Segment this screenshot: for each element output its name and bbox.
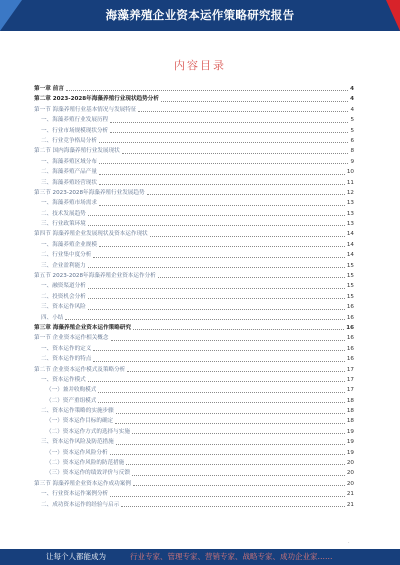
- toc-leader-dots: [126, 463, 345, 465]
- toc-entry-label: 第一节 企业资本运作相关概念: [34, 335, 109, 342]
- toc-entry-page: 10: [346, 169, 354, 176]
- toc-leader-dots: [111, 339, 345, 341]
- toc-entry[interactable]: [34, 437, 354, 447]
- toc-entry-label: （一）兼并收购模式: [46, 387, 97, 394]
- toc-entry-page: 14: [346, 252, 354, 259]
- toc-entry-label: （二）资本运作风险的防范措施: [46, 460, 125, 467]
- toc-entry[interactable]: [34, 261, 354, 271]
- toc-entry[interactable]: [34, 84, 354, 94]
- toc-entry[interactable]: [34, 157, 354, 167]
- toc-entry-page: 14: [346, 231, 354, 238]
- toc-entry-page: 20: [346, 470, 354, 477]
- toc-entry[interactable]: [34, 344, 354, 354]
- toc-entry-page: 4: [350, 85, 354, 92]
- toc-entry-page: 19: [346, 449, 354, 456]
- toc-entry[interactable]: [34, 115, 354, 125]
- toc-entry-label: 二、资本运作的特点: [41, 356, 92, 363]
- toc-entry-label: 三、企业盈利能力: [41, 262, 86, 269]
- toc-entry-label: 第三节 海藻养殖企业资本运作成功案例: [34, 480, 131, 487]
- footer-slogan: 让每个人都能成为: [46, 552, 106, 561]
- toc-entry[interactable]: [34, 375, 354, 385]
- toc-entry-page: 17: [346, 376, 354, 383]
- toc-entry[interactable]: [34, 94, 354, 104]
- toc-entry[interactable]: [34, 427, 354, 437]
- toc-entry[interactable]: [34, 250, 354, 260]
- toc-entry-label: （二）资本运作方式的选择与实施: [46, 428, 130, 435]
- toc-leader-dots: [99, 204, 345, 206]
- toc-leader-dots: [99, 183, 345, 185]
- toc-entry[interactable]: [34, 178, 354, 188]
- toc-entry-label: 二、海藻养殖产品产量: [41, 169, 97, 176]
- toc-entry[interactable]: [34, 302, 354, 312]
- toc-entry[interactable]: [34, 365, 354, 375]
- toc-entry-page: 16: [346, 304, 354, 311]
- toc-entry-label: 一、行业市场规模现状分析: [41, 127, 109, 134]
- toc-leader-dots: [115, 422, 345, 424]
- toc-entry-label: 第三节 2023-2028年海藻养殖行业发展趋势: [34, 189, 145, 196]
- toc-entry-label: 第二章 2023-2028年海藻养殖行业现状趋势分析: [34, 96, 159, 103]
- toc-leader-dots: [88, 214, 345, 216]
- toc-entry-label: （三）资本运作的绩效评价与反馈: [46, 470, 130, 477]
- toc-entry[interactable]: [34, 229, 354, 239]
- toc-entry-page: 18: [346, 397, 354, 404]
- toc-leader-dots: [133, 328, 344, 330]
- toc-leader-dots: [133, 484, 345, 486]
- toc-entry-page: 18: [346, 418, 354, 425]
- toc-entry-page: 16: [346, 345, 354, 352]
- toc-entry[interactable]: [34, 354, 354, 364]
- toc-leader-dots: [121, 505, 345, 507]
- toc-entry-page: 16: [346, 324, 354, 331]
- toc-leader-dots: [99, 162, 348, 164]
- toc-entry-page: 9: [350, 158, 354, 165]
- toc-entry-page: 21: [346, 491, 354, 498]
- toc-entry[interactable]: [34, 146, 354, 156]
- toc-entry-page: 11: [346, 179, 354, 186]
- toc-entry[interactable]: [34, 188, 354, 198]
- toc-entry-page: 15: [346, 293, 354, 300]
- toc-entry-page: 13: [346, 200, 354, 207]
- toc-entry-page: 16: [346, 314, 354, 321]
- toc-entry-label: 二、技术发展趋势: [41, 210, 86, 217]
- toc-entry[interactable]: [34, 448, 354, 458]
- toc-entry-page: 17: [346, 366, 354, 373]
- toc-entry[interactable]: [34, 105, 354, 115]
- toc-entry-label: 二、行业集中度分析: [41, 252, 92, 259]
- toc-entry-label: 第四节 海藻养殖企业发展现状及资本运作现状: [34, 231, 148, 238]
- footer-roles: 行业专家、管理专家、营销专家、战略专家、成功企业家……: [130, 552, 333, 561]
- toc-entry-page: 18: [346, 408, 354, 415]
- toc-entry[interactable]: [34, 333, 354, 343]
- toc-entry-label: （一）资本运作目标的确定: [46, 418, 114, 425]
- toc-entry-label: （二）资产重组模式: [46, 397, 97, 404]
- toc-entry[interactable]: [34, 167, 354, 177]
- toc-leader-dots: [110, 121, 348, 123]
- toc-entry[interactable]: [34, 126, 354, 136]
- toc-entry[interactable]: [34, 500, 354, 510]
- toc-entry[interactable]: [34, 209, 354, 219]
- toc-entry[interactable]: [34, 323, 354, 333]
- toc-entry-label: 第一节 海藻养殖行业基本情况与发展特征: [34, 106, 137, 113]
- toc-entry-page: 20: [346, 480, 354, 487]
- toc-entry-page: 15: [346, 262, 354, 269]
- toc-entry-page: 20: [346, 460, 354, 467]
- header-red-corner: [386, 0, 400, 31]
- toc-entry[interactable]: [34, 489, 354, 499]
- toc-entry-page: 8: [350, 148, 354, 155]
- report-title: 海藻养殖企业资本运作策略研究报告: [105, 8, 295, 22]
- toc-entry-page: 4: [350, 106, 354, 113]
- toc-entry-page: 17: [346, 387, 354, 394]
- toc-entry-label: 三、海藻养殖经营现状: [41, 179, 97, 186]
- report-header: [0, 0, 400, 31]
- toc-leader-dots: [93, 360, 345, 362]
- toc-entry[interactable]: [34, 458, 354, 468]
- toc-entry[interactable]: [34, 136, 354, 146]
- toc-leader-dots: [99, 245, 345, 247]
- toc-entry-page: 14: [346, 241, 354, 248]
- toc-entry[interactable]: [34, 396, 354, 406]
- toc-leader-dots: [98, 391, 345, 393]
- toc-entry-page: 21: [346, 501, 354, 508]
- toc-entry-label: 第五节 2023-2028年海藻养殖企业资本运作分析: [34, 273, 156, 280]
- toc-entry-label: 一、资本运作模式: [41, 376, 86, 383]
- toc-entry-page: 6: [350, 137, 354, 144]
- toc-entry-label: 一、海藻养殖区域分布: [41, 158, 97, 165]
- toc-leader-dots: [138, 110, 348, 112]
- toc-leader-dots: [127, 370, 345, 372]
- toc-entry[interactable]: [34, 385, 354, 395]
- toc-entry[interactable]: [34, 479, 354, 489]
- toc-entry-label: 三、行业政策环境: [41, 221, 86, 228]
- toc-entry-page: 4: [350, 96, 354, 103]
- toc-entry-page: 13: [346, 221, 354, 228]
- toc-entry-label: 一、资本运作的定义: [41, 345, 92, 352]
- page-marker: ·: [348, 540, 350, 546]
- toc-entry-page: 19: [346, 428, 354, 435]
- toc-entry[interactable]: [34, 271, 354, 281]
- toc-entry-label: 一、海藻养殖行业发展历程: [41, 117, 109, 124]
- table-of-contents: [34, 84, 354, 510]
- toc-leader-dots: [88, 266, 345, 268]
- toc-leader-dots: [99, 141, 348, 143]
- toc-leader-dots: [147, 193, 345, 195]
- toc-heading: 内容目录: [174, 59, 226, 72]
- toc-entry-page: 13: [346, 210, 354, 217]
- toc-leader-dots: [161, 100, 348, 102]
- toc-entry-label: 三、资本运作风险及防范措施: [41, 439, 114, 446]
- toc-entry[interactable]: [34, 468, 354, 478]
- toc-entry-label: 第二节 企业资本运作模式及策略分析: [34, 366, 126, 373]
- toc-leader-dots: [88, 297, 345, 299]
- toc-entry-page: 16: [346, 356, 354, 363]
- toc-entry-label: 二、成功资本运作的经验与启示: [41, 501, 120, 508]
- toc-entry-page: 19: [346, 439, 354, 446]
- report-footer: [0, 549, 400, 565]
- toc-leader-dots: [65, 318, 344, 320]
- toc-leader-dots: [150, 235, 345, 237]
- toc-leader-dots: [116, 412, 345, 414]
- toc-leader-dots: [158, 276, 345, 278]
- toc-entry-label: 一、行业资本运作案例分析: [41, 491, 109, 498]
- toc-entry-page: 5: [350, 127, 354, 134]
- toc-leader-dots: [132, 474, 345, 476]
- toc-entry-label: 一、海藻养殖市场需求: [41, 200, 97, 207]
- toc-entry[interactable]: [34, 198, 354, 208]
- toc-leader-dots: [88, 287, 345, 289]
- toc-entry-label: 二、资本运作策略的实施步骤: [41, 408, 114, 415]
- toc-entry[interactable]: [34, 240, 354, 250]
- toc-entry[interactable]: [34, 417, 354, 427]
- toc-leader-dots: [110, 131, 348, 133]
- toc-entry[interactable]: [34, 292, 354, 302]
- toc-leader-dots: [110, 453, 345, 455]
- toc-leader-dots: [110, 495, 345, 497]
- toc-entry-label: 第一章 前言: [34, 85, 64, 92]
- toc-entry-label: 三、资本运作风险: [41, 304, 86, 311]
- toc-entry-label: 二、投资机会分析: [41, 293, 86, 300]
- toc-entry-label: 一、融资渠道分析: [41, 283, 86, 290]
- toc-entry-label: 第二节 国内海藻养殖行业发展现状: [34, 148, 120, 155]
- toc-leader-dots: [132, 432, 345, 434]
- toc-entry-label: 第三章 海藻养殖企业资本运作策略研究: [34, 324, 132, 331]
- toc-leader-dots: [99, 173, 345, 175]
- toc-entry[interactable]: [34, 219, 354, 229]
- toc-entry[interactable]: [34, 281, 354, 291]
- toc-leader-dots: [93, 256, 345, 258]
- toc-leader-dots: [88, 380, 345, 382]
- toc-entry-page: 12: [346, 189, 354, 196]
- toc-entry-page: 16: [346, 335, 354, 342]
- toc-leader-dots: [93, 349, 345, 351]
- toc-entry[interactable]: [34, 313, 354, 323]
- toc-entry-page: 5: [350, 117, 354, 124]
- toc-entry-label: 一、海藻养殖企业规模: [41, 241, 97, 248]
- toc-entry-label: 四、小结: [41, 314, 64, 321]
- toc-entry-label: 二、行业竞争格局分析: [41, 137, 97, 144]
- toc-leader-dots: [98, 401, 345, 403]
- toc-entry-page: 15: [346, 273, 354, 280]
- toc-leader-dots: [66, 89, 348, 91]
- toc-entry-label: （一）资本运作风险分析: [46, 449, 108, 456]
- toc-entry-page: 15: [346, 283, 354, 290]
- toc-leader-dots: [116, 443, 345, 445]
- toc-leader-dots: [88, 308, 345, 310]
- toc-leader-dots: [88, 224, 345, 226]
- toc-leader-dots: [122, 152, 349, 154]
- toc-entry[interactable]: [34, 406, 354, 416]
